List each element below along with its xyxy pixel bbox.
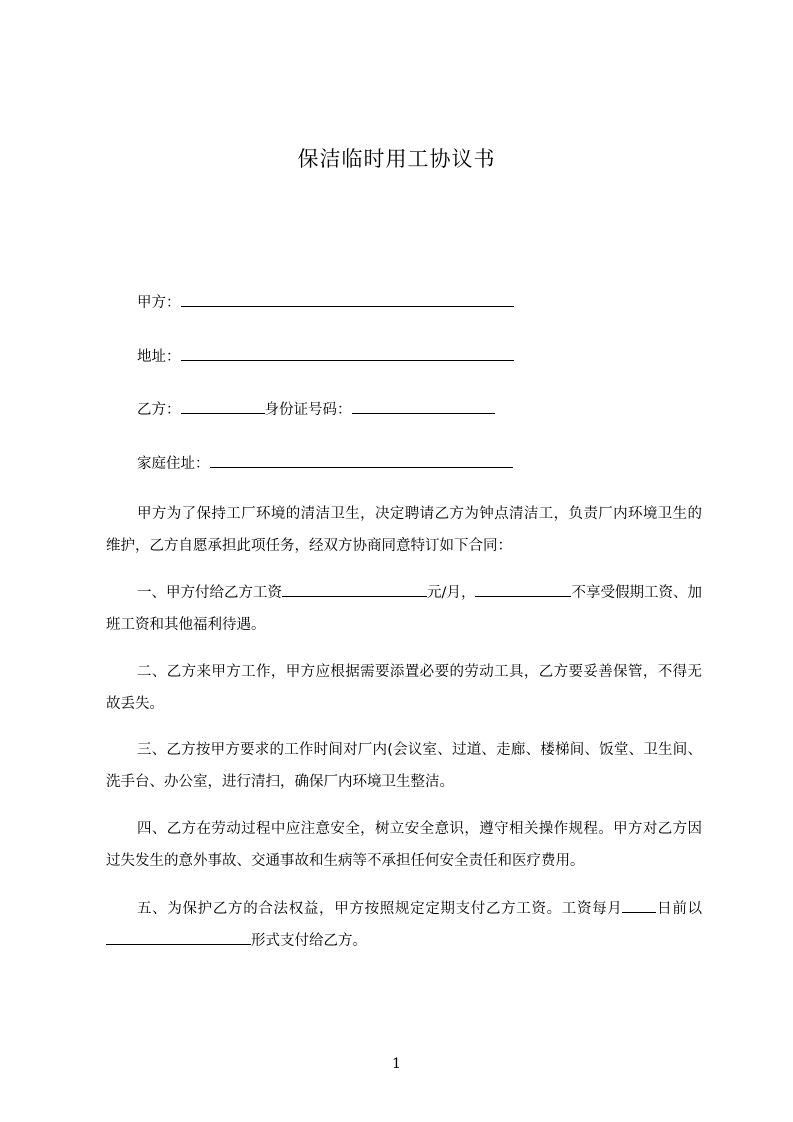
party-b-label: 乙方： [137,402,181,418]
clause-2: 二、乙方来甲方工作，甲方应根据需要添置必要的劳动工具，乙方要妥善保管，不得无故丢失。 [106,664,702,712]
pay-day-blank[interactable] [622,898,656,913]
clause-5-text-b: 日前以 [656,901,702,917]
party-b-field [137,399,495,419]
address-field [137,346,514,366]
wage-amount-blank[interactable] [282,582,427,597]
clause-1-text-a: 一、甲方付给乙方工资 [137,585,283,601]
page-number: 1 [392,1056,401,1072]
payment-method-blank[interactable] [106,930,251,945]
party-a-label: 甲方： [137,295,181,311]
clause-1-text-b: 元/月， [427,585,476,601]
clause-5 [106,893,702,957]
home-address-field [137,453,513,473]
party-a-field [137,292,514,312]
id-number-blank[interactable] [352,399,495,414]
clause-1-blank-2[interactable] [475,582,571,597]
address-label: 地址： [137,349,181,365]
clause-3: 三、乙方按甲方要求的工作时间对厂内(会议室、过道、走廊、楼梯间、饭堂、卫生间、洗手台、办公室，进行清扫，确保厂内环境卫生整洁。 [106,742,702,790]
clause-4: 四、乙方在劳动过程中应注意安全，树立安全意识，遵守相关操作规程。甲方对乙方因过失发生的意外事故、交通事故和生病等不承担任何安全责任和医疗费用。 [106,821,702,869]
clause-5-text-a: 五、为保护乙方的合法权益，甲方按照规定定期支付乙方工资。工资每月 [137,901,623,917]
party-a-blank[interactable] [181,292,514,307]
party-b-blank[interactable] [181,399,265,414]
home-address-label: 家庭住址： [137,456,210,472]
intro-paragraph: 甲方为了保持工厂环境的清洁卫生，决定聘请乙方为钟点清洁工，负责厂内环境卫生的维护，乙方自愿承担此项任务，经双方协商同意特订如下合同： [106,506,702,554]
address-blank[interactable] [181,346,514,361]
clause-1 [106,577,702,641]
clause-1-text-c: 不享受假期工资、加班工资和其他福利待遇。 [106,585,703,633]
id-number-label: 身份证号码： [264,402,352,418]
clause-5-text-c: 形式支付给乙方。 [251,933,367,949]
document-title: 保洁临时用工协议书 [297,147,496,171]
home-address-blank[interactable] [210,453,513,468]
